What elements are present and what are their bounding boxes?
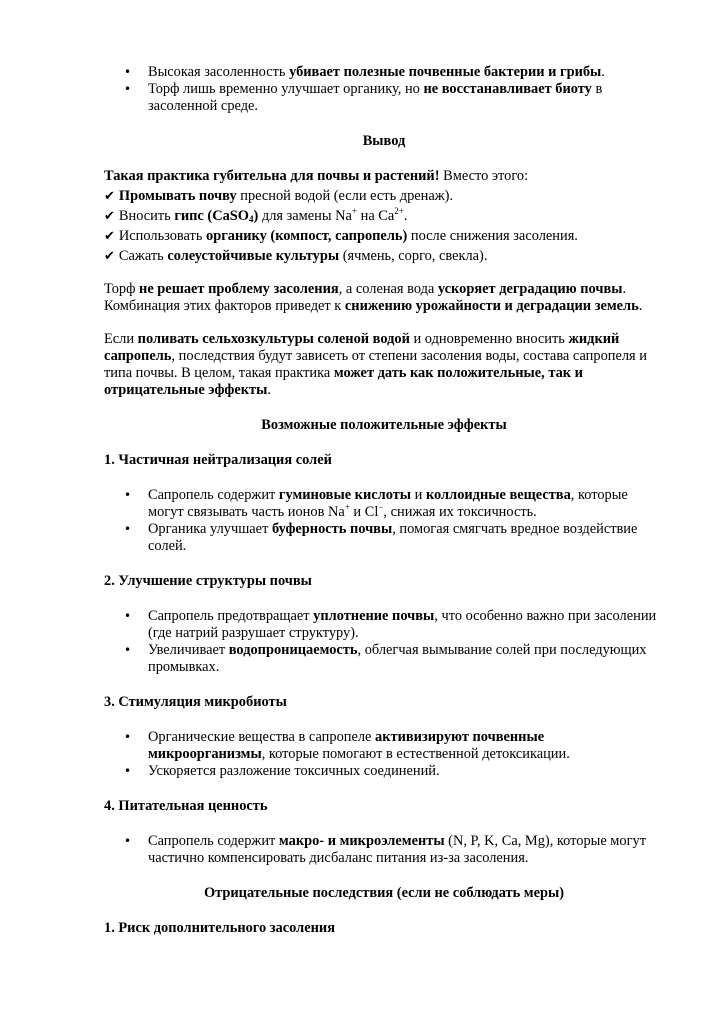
paragraph-sapropel: Если поливать сельхозкультуры соленой водой и одновременно вносить жидкий сапропель, последствия будут зависеть от степени засоления воды, состава сапропеля и типа почвы. В целом, такая практика может дать как положительные, так и отрицательные эффекты.	[104, 331, 647, 398]
list-item: • Органика улучшает буферность почвы, помогая смягчать вредное воздействие солей.	[148, 521, 664, 555]
bullet-list	[104, 608, 664, 676]
intro-bullet-list	[104, 64, 664, 115]
list-item: • Высокая засоленность убивает полезные почвенные бактерии и грибы.	[148, 64, 664, 81]
bullet-list	[104, 487, 664, 555]
section-title: 1. Частичная нейтрализация солей	[104, 452, 332, 468]
section-title: 1. Риск дополнительного засоления	[104, 920, 335, 936]
list-item: • Сапропель предотвращает уплотнение почвы, что особенно важно при засолении (где натрий разрушает структуру).	[148, 608, 664, 642]
check-item-rinse: ✔ Промывать почву пресной водой (если есть дренаж).	[104, 188, 664, 205]
paragraph-peat: Торф не решает проблему засоления, а соленая вода ускоряет деградацию почвы. Комбинация этих факторов приведет к снижению урожайности и деградации земель.	[104, 281, 643, 314]
list-item: • Увеличивает водопроницаемость, облегчая вымывание солей при последующих промывках.	[148, 642, 664, 676]
list-item: • Ускоряется разложение токсичных соединений.	[148, 763, 664, 780]
section-title: 3. Стимуляция микробиоты	[104, 694, 287, 710]
check-item-crops: ✔ Сажать солеустойчивые культуры (ячмень, сорго, свекла).	[104, 248, 664, 265]
positive-heading: Возможные положительные эффекты	[261, 417, 507, 433]
bullet-list	[104, 833, 664, 867]
list-item: • Органические вещества в сапропеле активизируют почвенные микроорганизмы, которые помогают в естественной детоксикации.	[148, 729, 664, 763]
conclusion-lead: Такая практика губительна для почвы и растений! Вместо этого:	[104, 168, 529, 184]
negative-heading: Отрицательные последствия (если не соблюдать меры)	[203, 885, 565, 901]
check-item-gypsum: ✔ Вносить гипс (CaSO$_4$) для замены Na+ на $Ca^{2+}$.	[104, 208, 664, 225]
list-item: • Сапропель содержит макро- и микроэлементы (N, P, K, Ca, Mg), которые могут частично компенсировать дисбаланс питания из-за засоления.	[148, 833, 664, 867]
conclusion-heading: Вывод	[362, 133, 406, 149]
section-title: 2. Улучшение структуры почвы	[104, 573, 312, 589]
section-title: 4. Питательная ценность	[104, 798, 268, 814]
list-item: • Сапропель содержит гуминовые кислоты и коллоидные вещества, которые могут связывать часть ионов Na+ и Cl−, снижая их токсичность.	[148, 487, 664, 521]
bullet-list	[104, 729, 664, 780]
check-item-organics: ✔ Использовать органику (компост, сапропель) после снижения засоления.	[104, 228, 664, 245]
document-page	[104, 64, 664, 937]
list-item: • Торф лишь временно улучшает органику, но не восстанавливает биоту в засоленной среде.	[148, 81, 664, 115]
